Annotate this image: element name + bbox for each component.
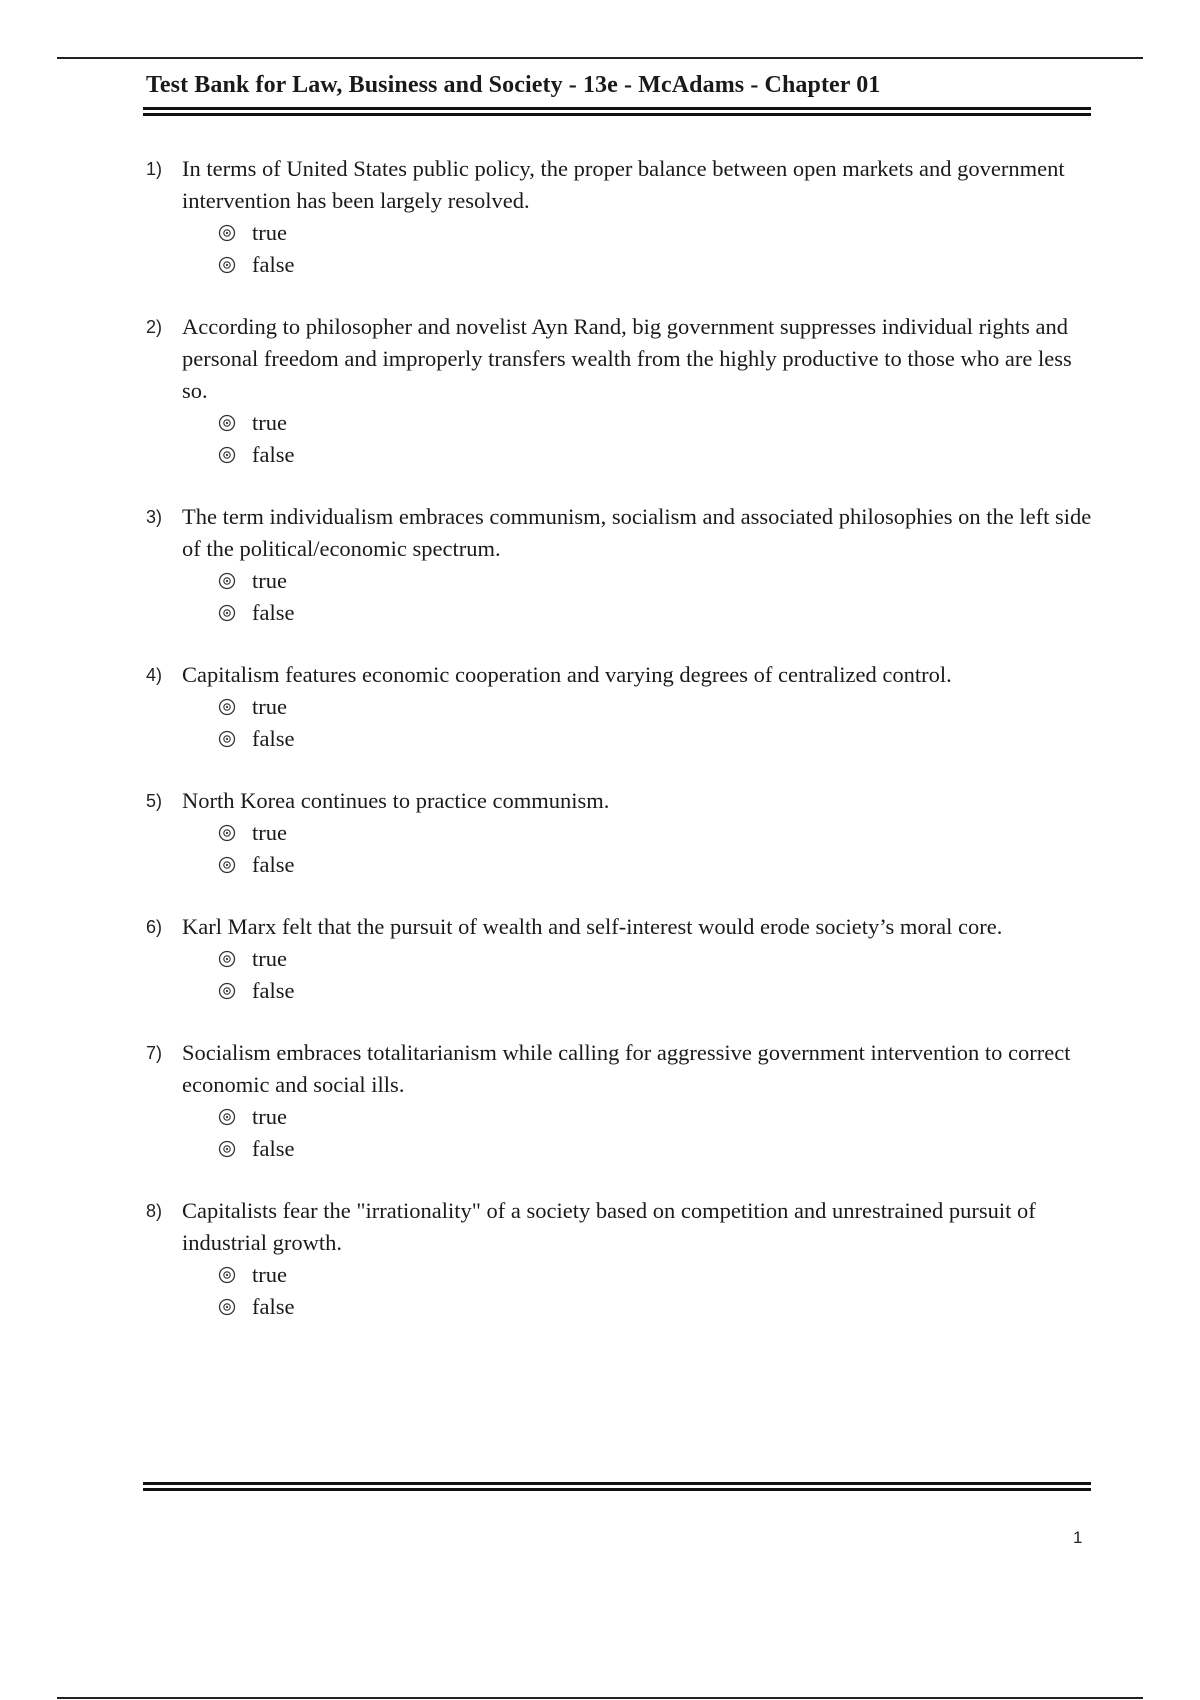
- option-false[interactable]: [218, 1133, 1092, 1165]
- radio-button-icon[interactable]: [218, 446, 236, 464]
- option-false[interactable]: [218, 849, 1092, 881]
- option-true[interactable]: [218, 943, 1092, 975]
- question-number: 3): [146, 507, 163, 527]
- option-label: false: [252, 1294, 295, 1319]
- option-true[interactable]: [218, 565, 1092, 597]
- question-item: [146, 1037, 1092, 1165]
- radio-button-icon[interactable]: [218, 824, 236, 842]
- option-true[interactable]: [218, 691, 1092, 723]
- question-number: 2): [146, 317, 163, 337]
- option-label: true: [252, 946, 287, 971]
- option-label: true: [252, 694, 287, 719]
- answer-options: [146, 565, 1092, 629]
- question-text: In terms of United States public policy, the proper balance between open markets and government intervention has been largely resolved.: [182, 156, 1065, 213]
- question-text: Socialism embraces totalitarianism while calling for aggressive government intervention to correct economic and social ills.: [182, 1040, 1071, 1097]
- question-item: [146, 501, 1092, 629]
- option-false[interactable]: [218, 975, 1092, 1007]
- option-false[interactable]: [218, 1291, 1092, 1323]
- radio-button-icon[interactable]: [218, 1298, 236, 1316]
- radio-button-icon[interactable]: [218, 698, 236, 716]
- answer-options: [146, 1101, 1092, 1165]
- question-number: 1): [146, 159, 163, 179]
- option-label: true: [252, 1104, 287, 1129]
- answer-options: [146, 407, 1092, 471]
- option-label: true: [252, 568, 287, 593]
- footer-divider: [143, 1482, 1091, 1491]
- radio-button-icon[interactable]: [218, 730, 236, 748]
- option-label: false: [252, 1136, 295, 1161]
- option-label: false: [252, 600, 295, 625]
- radio-button-icon[interactable]: [218, 572, 236, 590]
- question-text: Karl Marx felt that the pursuit of wealth and self-interest would erode society’s moral core.: [182, 914, 1003, 939]
- radio-button-icon[interactable]: [218, 224, 236, 242]
- option-label: true: [252, 410, 287, 435]
- option-true[interactable]: [218, 817, 1092, 849]
- question-item: [146, 1195, 1092, 1323]
- option-true[interactable]: [218, 1101, 1092, 1133]
- answer-options: [146, 943, 1092, 1007]
- page-number: 1: [1073, 1528, 1083, 1547]
- radio-button-icon[interactable]: [218, 1108, 236, 1126]
- radio-button-icon[interactable]: [218, 982, 236, 1000]
- option-false[interactable]: [218, 597, 1092, 629]
- header-divider: [143, 107, 1091, 116]
- option-label: true: [252, 820, 287, 845]
- question-item: [146, 659, 1092, 755]
- page-bottom-border: [57, 1697, 1143, 1699]
- option-label: false: [252, 442, 295, 467]
- question-text: Capitalists fear the "irrationality" of a society based on competition and unrestrained pursuit of industrial growth.: [182, 1198, 1036, 1255]
- answer-options: [146, 691, 1092, 755]
- radio-button-icon[interactable]: [218, 1140, 236, 1158]
- question-text: Capitalism features economic cooperation and varying degrees of centralized control.: [182, 662, 952, 687]
- question-number: 7): [146, 1043, 163, 1063]
- radio-button-icon[interactable]: [218, 414, 236, 432]
- option-label: false: [252, 726, 295, 751]
- radio-button-icon[interactable]: [218, 256, 236, 274]
- radio-button-icon[interactable]: [218, 1266, 236, 1284]
- option-true[interactable]: [218, 217, 1092, 249]
- option-label: false: [252, 252, 295, 277]
- question-list: [146, 153, 1092, 1353]
- question-item: [146, 911, 1092, 1007]
- radio-button-icon[interactable]: [218, 950, 236, 968]
- question-number: 4): [146, 665, 163, 685]
- option-false[interactable]: [218, 249, 1092, 281]
- option-true[interactable]: [218, 407, 1092, 439]
- option-false[interactable]: [218, 723, 1092, 755]
- question-number: 5): [146, 791, 163, 811]
- answer-options: [146, 217, 1092, 281]
- page-top-border: [57, 57, 1143, 59]
- question-item: [146, 153, 1092, 281]
- question-text: The term individualism embraces communism, socialism and associated philosophies on the left side of the political/economic spectrum.: [182, 504, 1092, 561]
- option-true[interactable]: [218, 1259, 1092, 1291]
- radio-button-icon[interactable]: [218, 604, 236, 622]
- answer-options: [146, 1259, 1092, 1323]
- question-item: [146, 785, 1092, 881]
- option-label: false: [252, 852, 295, 877]
- question-item: [146, 311, 1092, 471]
- question-text: North Korea continues to practice communism.: [182, 788, 610, 813]
- answer-options: [146, 817, 1092, 881]
- option-label: false: [252, 978, 295, 1003]
- question-text: According to philosopher and novelist Ayn Rand, big government suppresses individual rights and personal freedom and improperly transfers wealth from the highly productive to those who are less so.: [182, 314, 1072, 403]
- radio-button-icon[interactable]: [218, 856, 236, 874]
- option-label: true: [252, 1262, 287, 1287]
- page-title: Test Bank for Law, Business and Society - 13e - McAdams - Chapter 01: [146, 72, 881, 98]
- question-number: 6): [146, 917, 163, 937]
- option-label: true: [252, 220, 287, 245]
- question-number: 8): [146, 1201, 163, 1221]
- option-false[interactable]: [218, 439, 1092, 471]
